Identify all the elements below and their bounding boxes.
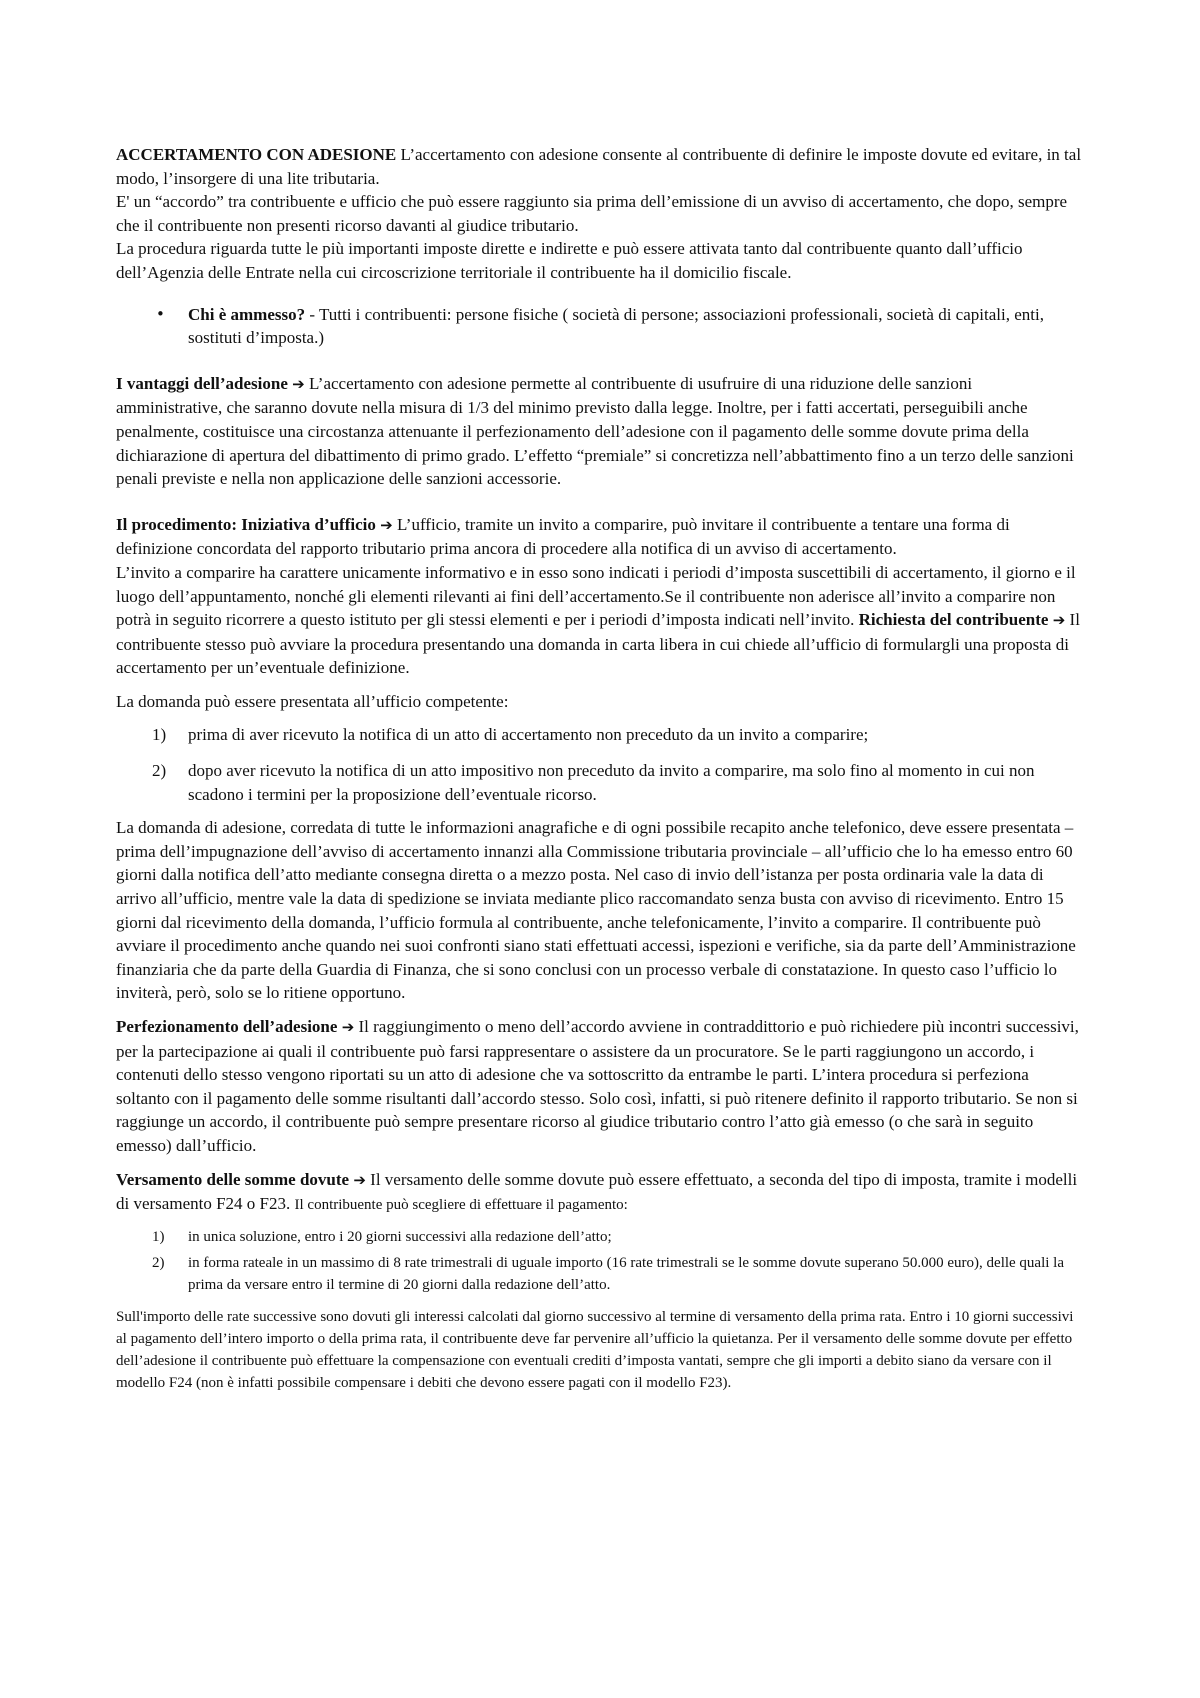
versamento-heading: Versamento delle somme dovute	[116, 1169, 350, 1189]
perfezionamento-heading: Perfezionamento dell’adesione	[116, 1017, 338, 1036]
versamento-paragraph	[116, 1168, 1082, 1217]
procedimento-paragraph-2	[116, 561, 1082, 680]
perfezionamento-text: Il raggiungimento o meno dell’accordo avviene in contraddittorio e può richiedere più incontri successivi, per la partecipazione ai quali il contribuente può farsi rappresentare o assistere da un procuratore. Se le parti raggiungono un accordo, i contenuti dello stesso vengono riportati su un atto di adesione che va sottoscritto da entrambe le parti. L’intera procedura si perfeziona soltanto con il pagamento delle somme risultanti dall’accordo stesso. Solo così, infatti, si può ritenere definito il rapporto tributario. Se non si raggiunge un accordo, il contribuente può sempre presentare ricorso al giudice tributario contro l’atto già emesso (o che sarà in seguito emesso) dall’ufficio.	[116, 1017, 1079, 1155]
versamento-text-small: Il contribuente può scegliere di effettuare il pagamento:	[294, 1197, 628, 1214]
procedimento-paragraph	[116, 513, 1082, 561]
list-item-text: in unica soluzione, entro i 20 giorni successivi alla redazione dell’atto;	[188, 1229, 612, 1246]
arrow-right-icon: ➔	[353, 1170, 366, 1189]
procedimento-text-2: L’invito a comparire ha carattere unicamente informativo e in esso sono indicati i periodi d’imposta suscettibili di accertamento, il giorno e il luogo dell’appuntamento, nonché gli elementi rilevanti ai fini dell’accertamento.Se il contribuente non aderisce all’invito a comparire non potrà in seguito ricorrere a questo istituto per gli stessi elementi e per i periodi d’imposta indicati nell’invito.	[116, 562, 1076, 630]
richiesta-text: Il contribuente stesso può avviare la procedura presentando una domanda in carta libera in cui chiede all’ufficio di formulargli una proposta di accertamento per un’eventuale definizione.	[116, 610, 1080, 678]
vantaggi-paragraph	[116, 372, 1082, 491]
bullet-icon: •	[156, 304, 165, 323]
versamento-final-paragraph: Sull'importo delle rate successive sono dovuti gli interessi calcolati dal giorno successivo al termine di versamento della prima rata. Entro i 10 giorni successivi al pagamento dell’intero importo o della prima rata, il contribuente deve far pervenire all’ufficio la quietanza. Per il versamento delle somme dovute per effetto dell’adesione il contribuente può effettuare la compensazione con eventuali crediti d’imposta vantati, sempre che gli importi a debito siano da versare con il modello F24 (non è infatti possibile compensare i debiti che devono essere pagati con il modello F23).	[116, 1309, 1074, 1392]
arrow-right-icon: ➔	[341, 1018, 355, 1036]
list-item	[116, 1226, 1082, 1248]
versamento-text: Il versamento delle somme dovute può essere effettuato, a seconda del tipo di imposta, tramite i modelli di versamento F24 o F23.	[116, 1169, 1078, 1214]
domanda-intro: La domanda può essere presentata all’ufficio competente:	[116, 691, 509, 711]
procedimento-text-1: L’ufficio, tramite un invito a comparire, può invitare il contribuente a tentare una forma di definizione concordata del rapporto tributario prima ancora di procedere alla notifica di un avviso di accertamento.	[116, 514, 1010, 559]
adesione-paragraph: La domanda di adesione, corredata di tutte le informazioni anagrafiche e di ogni possibile recapito anche telefonico, deve essere presentata – prima dell’impugnazione dell’avviso di accertamento innanzi alla Commissione tributaria provinciale – all’ufficio che lo ha emesso entro 60 giorni dalla notifica dell’atto mediante consegna diretta o a mezzo posta. Nel caso di invio dell’istanza per posta ordinaria vale la data di arrivo all’ufficio, mentre vale la data di spedizione se inviata mediante plico raccomandato senza busta con avviso di ricevimento. Entro 15 giorni dal ricevimento della domanda, l’ufficio formula al contribuente, anche telefonicamente, l’invito a comparire. Il contribuente può avviare il procedimento anche quando nei suoi confronti siano stati effettuati accessi, ispezioni e verifiche, sia da parte dell’Amministrazione finanziaria che da parte della Guardia di Finanza, che si sono conclusi con un processo verbale di constatazione. In questo caso l’ufficio lo inviterà, però, solo se lo ritiene opportuno.	[116, 818, 1076, 1003]
list-number: 1)	[152, 1229, 165, 1246]
list-item-text: in forma rateale in un massimo di 8 rate trimestrali di uguale importo (16 rate trimestrali se le somme dovute superano 50.000 euro), delle quali la prima da versare entro il termine di 20 giorni dalla redazione dell’atto.	[188, 1255, 1064, 1294]
domanda-list	[116, 723, 1082, 806]
document-page	[116, 143, 1082, 1394]
intro-paragraph	[116, 143, 1082, 190]
ammesso-list	[116, 303, 1082, 350]
ammesso-text: - Tutti i contribuenti: persone fisiche ( società di persone; associazioni professionali, società di capitali, enti, sostituti d’imposta.)	[188, 304, 1044, 348]
perfezionamento-paragraph	[116, 1015, 1082, 1158]
arrow-right-icon: ➔	[380, 515, 393, 534]
versamento-list	[116, 1226, 1082, 1296]
arrow-right-icon: ➔	[292, 374, 305, 393]
richiesta-heading: Richiesta del contribuente	[858, 610, 1049, 630]
arrow-right-icon: ➔	[1052, 611, 1066, 630]
ammesso-label: Chi è ammesso?	[188, 304, 306, 324]
list-item	[116, 1252, 1082, 1296]
list-number: 1)	[152, 725, 167, 745]
list-item	[116, 723, 1082, 747]
vantaggi-text: L’accertamento con adesione permette al contribuente di usufruire di una riduzione delle sanzioni amministrative, che saranno dovute nella misura di 1/3 del minimo previsto dalla legge. Inoltre, per i fatti accertati, perseguibili anche penalmente, costituisce una circostanza attenuante il perfezionamento dell’adesione con il pagamento delle somme dovute prima della dichiarazione di apertura del dibattimento di primo grado. L’effetto “premiale” si concretizza nell’abbattimento fino a un terzo delle sanzioni penali previste e nella non applicazione delle sanzioni accessorie.	[116, 373, 1074, 489]
vantaggi-heading: I vantaggi dell’adesione	[116, 373, 288, 393]
document-title: ACCERTAMENTO CON ADESIONE	[116, 145, 397, 164]
list-item	[116, 759, 1082, 806]
list-item-text: prima di aver ricevuto la notifica di un atto di accertamento non preceduto da un invito a comparire;	[188, 725, 869, 745]
intro-text-3: La procedura riguarda tutte le più importanti imposte dirette e indirette e può essere attivata tanto dal contribuente quanto dall’ufficio dell’Agenzia delle Entrate nella cui circoscrizione territoriale il contribuente ha il domicilio fiscale.	[116, 239, 1023, 282]
intro-text-2: E' un “accordo” tra contribuente e ufficio che può essere raggiunto sia prima dell’emissione di un avviso di accertamento, che dopo, sempre che il contribuente non presenti ricorso davanti al giudice tributario.	[116, 192, 1068, 235]
list-number: 2)	[152, 761, 167, 781]
intro-text-1: L’accertamento con adesione consente al contribuente di definire le imposte dovute ed evitare, in tal modo, l’insorgere di una lite tributaria.	[116, 145, 1082, 188]
list-item	[116, 303, 1082, 350]
list-item-text: dopo aver ricevuto la notifica di un atto impositivo non preceduto da invito a comparire, ma solo fino al momento in cui non scadono i termini per la proposizione dell’eventuale ricorso.	[188, 761, 1035, 804]
procedimento-heading: Il procedimento: Iniziativa d’ufficio	[116, 514, 376, 534]
list-number: 2)	[152, 1255, 165, 1272]
